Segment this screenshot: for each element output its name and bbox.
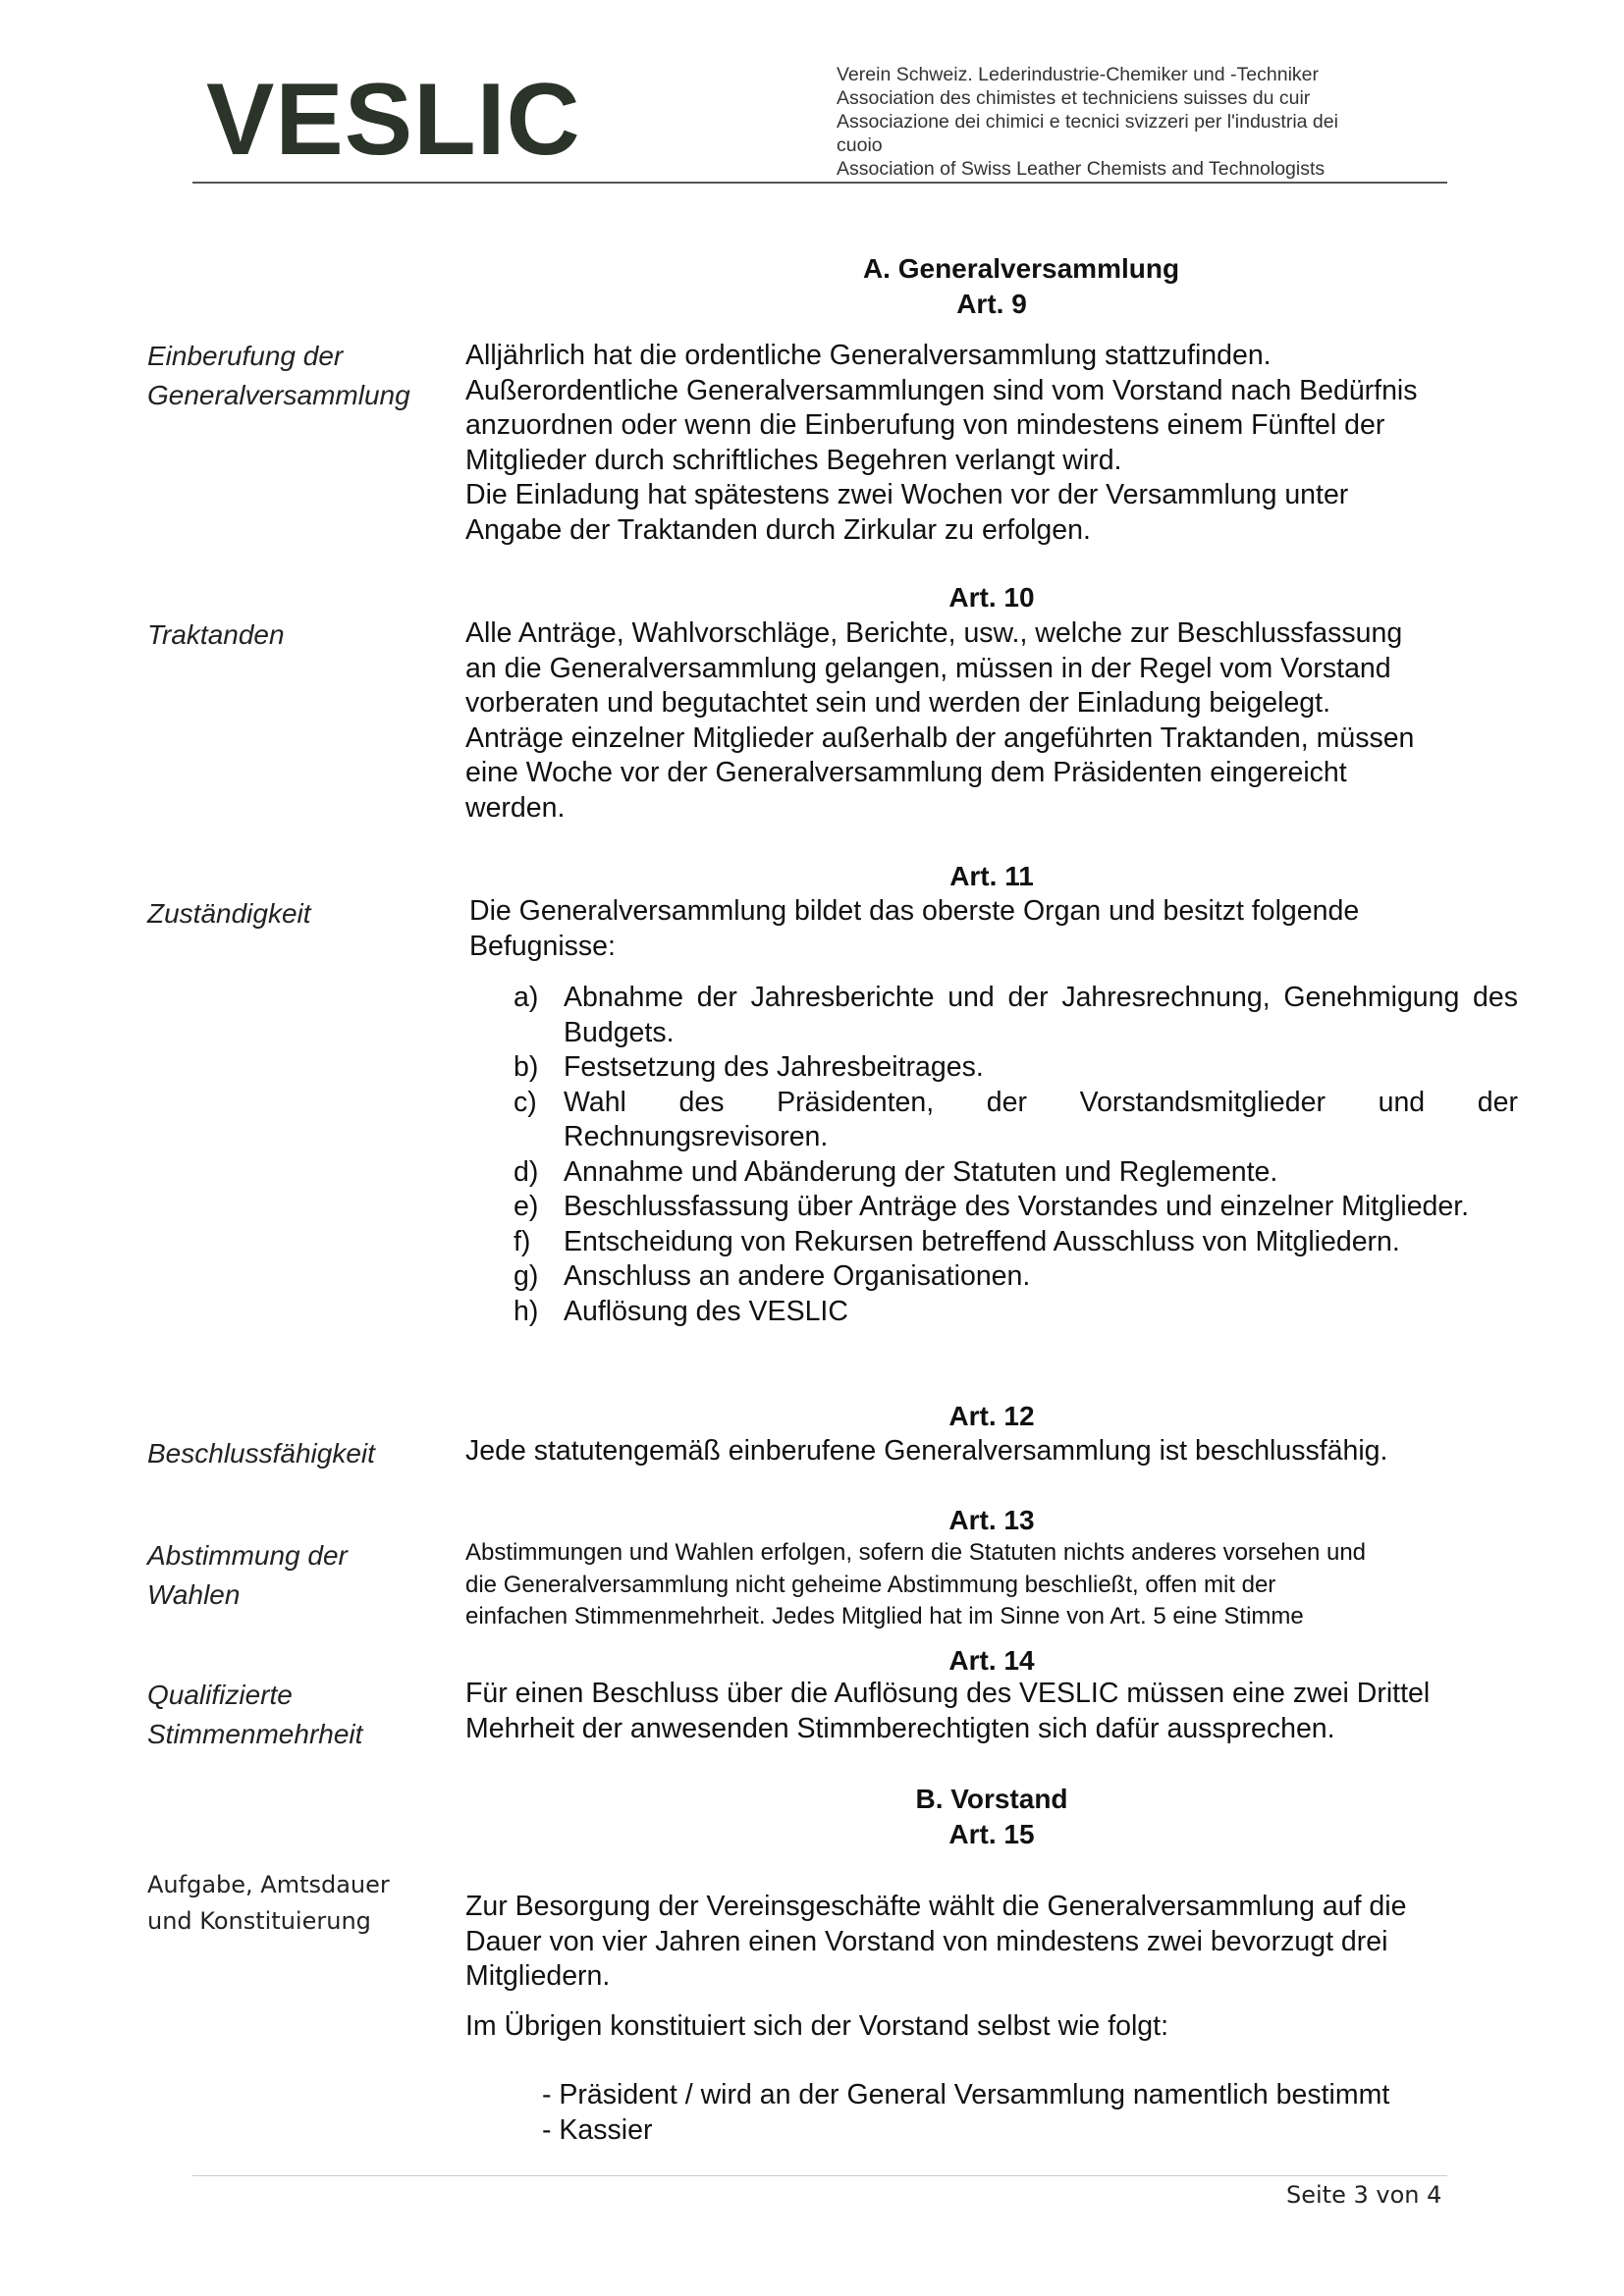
margin-note-art-12: Beschlussfähigkeit [147,1438,375,1468]
list-item-text: Wahl des Präsidenten, der Vorstandsmitglieder und der Rechnungsrevisoren. [564,1086,1518,1152]
art-9-label: Art. 9 [956,289,1027,319]
art-13-label: Art. 13 [948,1505,1035,1535]
margin-note-line: Generalversammlung [147,380,410,410]
list-marker: h) [514,1295,539,1327]
text-line: Alle Anträge, Wahlvorschläge, Berichte, usw., welche zur Beschlussfassung [465,617,1403,649]
list-item [514,1225,1518,1260]
section-a-title: A. Generalversammlung [862,253,1180,284]
list-marker: f) [514,1225,531,1257]
list-item [514,1155,1518,1191]
list-marker: d) [514,1155,539,1188]
board-roles-list [542,2078,1524,2148]
text-line: Die Generalversammlung bildet das oberste Organ und besitzt folgende [469,895,1360,927]
text-line: eine Woche vor der Generalversammlung dem Präsidenten eingereicht [465,757,1347,788]
art-15-text [465,1890,1545,1995]
association-names [837,63,1426,181]
list-item-text: Abnahme der Jahresberichte und der Jahresrechnung, Genehmigung des Budgets. [564,982,1518,1048]
text-line: Abstimmungen und Wahlen erfolgen, sofern die Statuten nichts anderes vorsehen und [465,1539,1367,1566]
text-line: Die Einladung hat spätestens zwei Wochen vor der Versammlung unter [465,479,1349,510]
association-name-line: Association of Swiss Leather Chemists and Technologists [837,158,1326,180]
list-item-text: Auflösung des VESLIC [564,1295,848,1327]
text-line: Mitgliedern. [465,1960,611,1992]
text-line: anzuordnen oder wenn die Einberufung von mindestens einem Fünftel der [465,409,1385,441]
art-9-text [465,339,1545,548]
margin-note-line: Wahlen [147,1579,241,1610]
margin-note-line: Qualifizierte [147,1680,293,1710]
margin-note-art-14 [147,1676,362,1754]
list-item-text: Festsetzung des Jahresbeitrages. [564,1051,984,1083]
list-item [514,1259,1518,1295]
margin-note-art-13 [147,1536,348,1615]
margin-note-art-10: Traktanden [147,619,285,650]
veslic-logo: VESLIC [206,63,581,177]
text-line: Außerordentliche Generalversammlungen sind vom Vorstand nach Bedürfnis [465,374,1418,406]
list-item-text: Anschluss an andere Organisationen. [564,1260,1031,1292]
list-marker: c) [514,1086,537,1118]
margin-note-line: Abstimmung der [147,1540,348,1571]
art-12-label: Art. 12 [948,1401,1035,1431]
art-11-intro [469,894,1549,964]
association-name-line: cuoio [837,134,883,156]
art-14-text [465,1677,1545,1746]
margin-note-art-15 [147,1867,390,1940]
association-name-line: Association des chimistes et techniciens suisses du cuir [837,87,1311,109]
text-line: an die Generalversammlung gelangen, müssen in der Regel vom Vorstand [465,652,1391,684]
text-line: Mehrheit der anwesenden Stimmberechtigten sich dafür aussprechen. [465,1712,1335,1744]
section-b-title: B. Vorstand [915,1784,1068,1814]
text-line: Angabe der Traktanden durch Zirkular zu erfolgen. [465,513,1091,546]
list-item [514,981,1518,1050]
text-line: die Generalversammlung nicht geheime Abstimmung beschließt, offen mit der [465,1571,1276,1598]
association-name-line: Associazione dei chimici e tecnici svizzeri per l'industria dei [837,111,1338,133]
art-14-label: Art. 14 [948,1645,1035,1676]
list-marker: e) [514,1191,539,1222]
text-line: Zur Besorgung der Vereinsgeschäfte wählt die Generalversammlung auf die [465,1891,1407,1922]
art-15-label: Art. 15 [948,1819,1035,1849]
list-item [514,1086,1518,1155]
art-12-text: Jede statutengemäß einberufene Generalversammlung ist beschlussfähig. [465,1435,1388,1467]
art-10-label: Art. 10 [948,582,1035,613]
art-13-text [465,1537,1545,1633]
footer-divider [192,2175,1447,2176]
text-line: Mitglieder durch schriftliches Begehren verlangt wird. [465,444,1122,476]
list-item: - Kassier [542,2113,653,2146]
text-line: Dauer von vier Jahren einen Vorstand von mindestens zwei bevorzugt drei [465,1925,1388,1957]
margin-note-line: Einberufung der [147,341,344,371]
margin-note-line: Aufgabe, Amtsdauer [147,1871,390,1898]
list-item-text: Beschlussfassung über Anträge des Vorstandes und einzelner Mitglieder. [564,1191,1470,1222]
art-11-powers-list [514,981,1518,1329]
association-name-line: Verein Schweiz. Lederindustrie-Chemiker und -Techniker [837,64,1319,85]
text-line: Anträge einzelner Mitglieder außerhalb der angeführten Traktanden, müssen [465,721,1415,754]
text-line: vorberaten und begutachtet sein und werden der Einladung beigelegt. [465,687,1330,719]
text-line: Für einen Beschluss über die Auflösung des VESLIC müssen eine zwei Drittel [465,1678,1431,1709]
margin-note-line: Stimmenmehrheit [147,1719,363,1749]
art-10-text [465,616,1545,826]
list-item-text: Annahme und Abänderung der Statuten und Reglemente. [564,1155,1278,1188]
list-item-text: Entscheidung von Rekursen betreffend Ausschluss von Mitgliedern. [564,1225,1400,1257]
list-marker: a) [514,982,539,1013]
list-item: - Präsident / wird an der General Versammlung namentlich bestimmt [542,2079,1390,2110]
art-11-label: Art. 11 [949,861,1034,891]
list-marker: g) [514,1260,539,1292]
list-item [514,1190,1518,1225]
list-item [514,1050,1518,1086]
list-marker: b) [514,1051,539,1083]
text-line: werden. [465,791,566,824]
margin-note-line: und Konstituierung [147,1907,371,1935]
art-15-paragraph-2: Im Übrigen konstituiert sich der Vorstand selbst wie folgt: [465,2010,1168,2042]
text-line: Befugnisse: [469,930,616,962]
list-item [514,1295,1518,1330]
text-line: einfachen Stimmenmehrheit. Jedes Mitglied hat im Sinne von Art. 5 eine Stimme [465,1603,1304,1629]
header-divider [192,182,1447,184]
margin-note-art-9 [147,337,410,415]
page-number: Seite 3 von 4 [1286,2181,1442,2209]
text-line: Alljährlich hat die ordentliche Generalversammlung stattzufinden. [465,340,1272,371]
margin-note-art-11: Zuständigkeit [147,898,311,929]
